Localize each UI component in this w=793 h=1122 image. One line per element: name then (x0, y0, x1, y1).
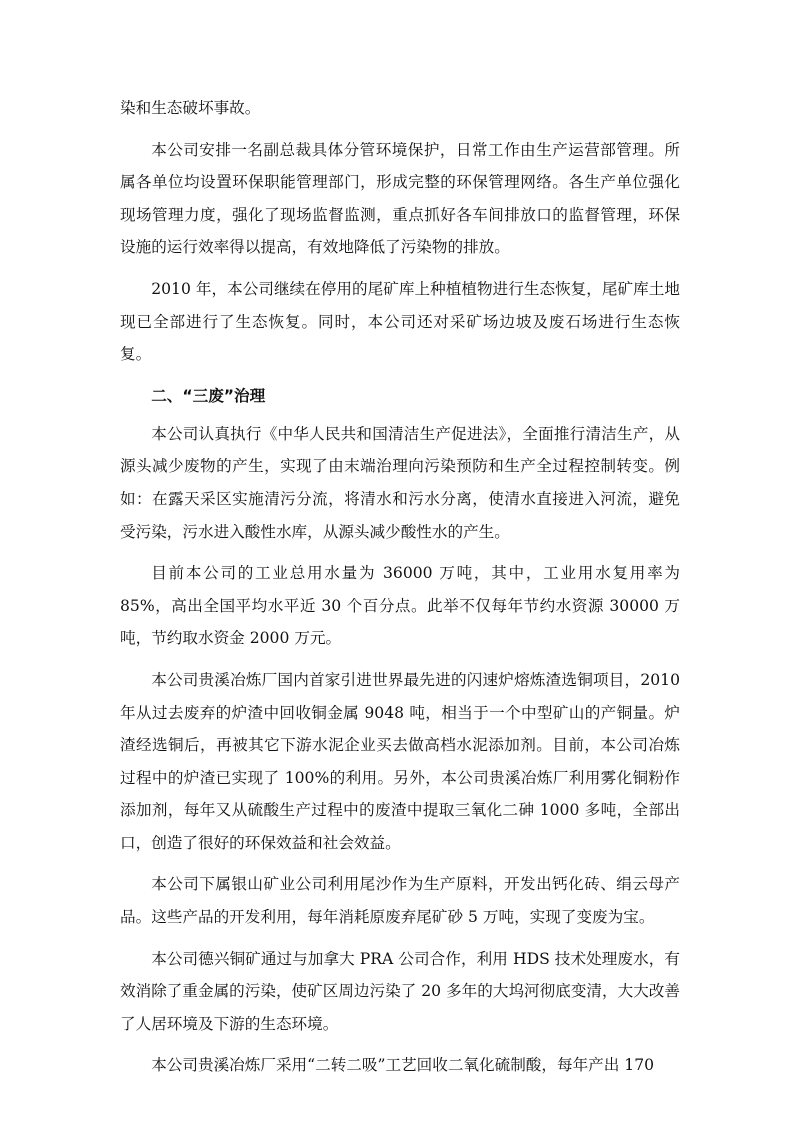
paragraph-continuation: 染和生态破坏事故。 (120, 99, 261, 117)
paragraph-tailings-products: 本公司下属银山矿业公司利用尾沙作为生产原料，开发出钙化砖、绢云母产品。这些产品的开发利用，每年消耗原废弃尾矿砂 5 万吨，实现了变废为宝。 (120, 875, 680, 927)
paragraph-environment-management: 本公司安排一名副总裁具体分管环境保护，日常工作由生产运营部管理。所属各单位均设置环保职能管理部门，形成完整的环保管理网络。各生产单位强化现场管理力度，强化了现场监督监测，重点抓好各车间排放口的监督管理，环保设施的运行效率得以提高，有效地降低了污染物的排放。 (120, 140, 680, 257)
document-body (120, 92, 680, 1091)
paragraph-wastewater-treatment: 本公司德兴铜矿通过与加拿大 PRA 公司合作，利用 HDS 技术处理废水，有效消除了重金属的污染，使矿区周边污染了 20 多年的大坞河彻底变清，大大改善了人居环境及下游的生态环境。 (120, 949, 680, 1033)
paragraph-acid-recovery: 本公司贵溪冶炼厂采用“二转二吸”工艺回收二氧化硫制酸，每年产出 170 (151, 1056, 655, 1075)
paragraph-ecological-restoration: 2010 年，本公司继续在停用的尾矿库上种植植物进行生态恢复，尾矿库土地现已全部进行了生态恢复。同时，本公司还对采矿场边坡及废石场进行生态恢复。 (120, 279, 680, 364)
paragraph-slag-recovery: 本公司贵溪冶炼厂国内首家引进世界最先进的闪速炉熔炼渣选铜项目，2010 年从过去废弃的炉渣中回收铜金属 9048 吨，相当于一个中型矿山的产铜量。炉渣经选铜后，再被其它下游水泥企业买去做高档水泥添加剂。目前，本公司冶炼过程中的炉渣已实现了 100%的利用。另外，本公司贵溪冶炼厂利用雾化铜粉作添加剂，每年又从硫酸生产过程中的废渣中提取三氧化二砷 1000 多吨，全部出口，创造了很好的环保效益和社会效益。 (120, 670, 680, 852)
paragraph-water-usage: 目前本公司的工业总用水量为 36000 万吨，其中，工业用水复用率为 85%，高出全国平均水平近 30 个百分点。此举不仅每年节约水资源 30000 万吨，节约取水资金 2000 万元。 (120, 564, 680, 648)
section-heading: 二、“三废”治理 (151, 386, 266, 405)
paragraph-clean-production: 本公司认真执行《中华人民共和国清洁生产促进法》，全面推行清洁生产，从源头减少废物的产生，实现了由末端治理向污染预防和生产全过程控制转变。例如：在露天采区实施清污分流，将清水和污水分离，使清水直接进入河流，避免受污染，污水进入酸性水库，从源头减少酸性水的产生。 (120, 424, 680, 541)
